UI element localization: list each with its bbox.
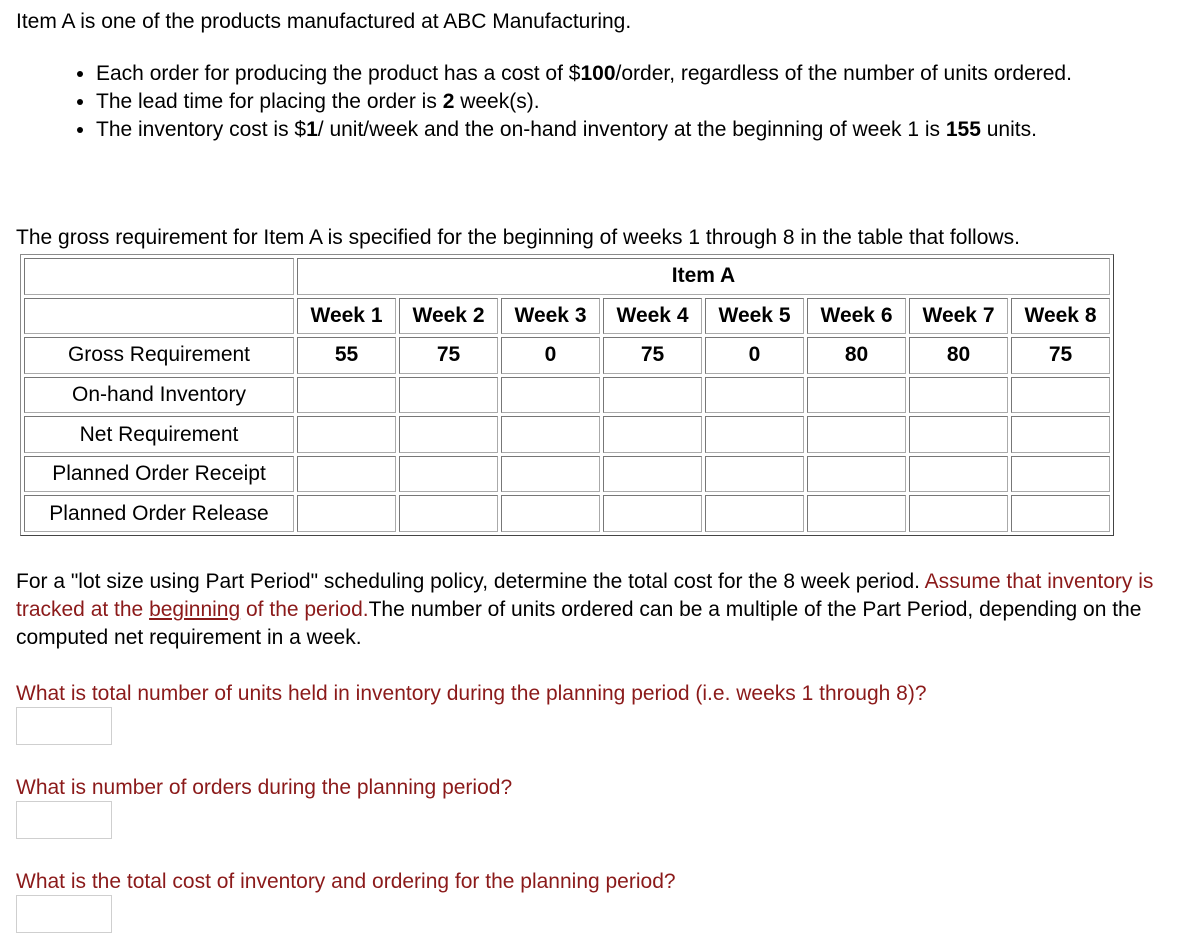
week-header: Week 6 bbox=[807, 298, 906, 335]
net-requirement-cell[interactable] bbox=[603, 416, 702, 453]
problem-bullets bbox=[54, 60, 1126, 144]
planned-order-receipt-cell[interactable] bbox=[603, 456, 702, 493]
corner-cell bbox=[24, 258, 294, 295]
net-requirement-cell[interactable] bbox=[909, 416, 1008, 453]
gross-requirement-cell: 75 bbox=[399, 337, 498, 374]
item-header: Item A bbox=[297, 258, 1110, 295]
planned-order-receipt-cell[interactable] bbox=[1011, 456, 1110, 493]
net-requirement-cell[interactable] bbox=[501, 416, 600, 453]
answer-total-units-held-input[interactable] bbox=[16, 707, 112, 745]
gross-requirement-intro: The gross requirement for Item A is specified for the beginning of weeks 1 through 8 in the table that follows. bbox=[16, 226, 1020, 249]
intro-text: Item A is one of the products manufactured at ABC Manufacturing. bbox=[16, 10, 632, 33]
gross-requirement-cell: 80 bbox=[807, 337, 906, 374]
on-hand-inventory-cell[interactable] bbox=[603, 377, 702, 414]
gross-requirement-cell: 80 bbox=[909, 337, 1008, 374]
net-requirement-cell[interactable] bbox=[297, 416, 396, 453]
week-header: Week 4 bbox=[603, 298, 702, 335]
week-header: Week 7 bbox=[909, 298, 1008, 335]
gross-requirement-cell: 0 bbox=[501, 337, 600, 374]
question-total-cost: What is the total cost of inventory and ordering for the planning period? bbox=[16, 870, 676, 893]
answer-number-of-orders-input[interactable] bbox=[16, 801, 112, 839]
planned-order-receipt-cell[interactable] bbox=[705, 456, 804, 493]
on-hand-inventory-cell[interactable] bbox=[501, 377, 600, 414]
row-label: On-hand Inventory bbox=[24, 377, 294, 414]
row-label: Net Requirement bbox=[24, 416, 294, 453]
bullet-inventory-cost: • The inventory cost is $1/ unit/week and the on-hand inventory at the beginning of week 1 is 155 units. bbox=[96, 116, 1126, 144]
week-header: Week 8 bbox=[1011, 298, 1110, 335]
gross-requirement-cell: 75 bbox=[1011, 337, 1110, 374]
bullet-order-cost: • Each order for producing the product has a cost of $100/order, regardless of the number of units ordered. bbox=[96, 60, 1126, 88]
mrp-table bbox=[20, 254, 1114, 536]
planned-order-release-cell[interactable] bbox=[705, 495, 804, 532]
bullet-lead-time: • The lead time for placing the order is 2 week(s). bbox=[96, 88, 1126, 116]
planned-order-release-cell[interactable] bbox=[807, 495, 906, 532]
net-requirement-cell[interactable] bbox=[399, 416, 498, 453]
on-hand-inventory-cell[interactable] bbox=[297, 377, 396, 414]
net-requirement-cell[interactable] bbox=[705, 416, 804, 453]
week-header: Week 3 bbox=[501, 298, 600, 335]
planned-order-release-cell[interactable] bbox=[603, 495, 702, 532]
net-requirement-cell[interactable] bbox=[807, 416, 906, 453]
planned-order-release-cell[interactable] bbox=[909, 495, 1008, 532]
gross-requirement-cell: 55 bbox=[297, 337, 396, 374]
on-hand-inventory-cell[interactable] bbox=[1011, 377, 1110, 414]
net-requirement-row bbox=[24, 416, 1110, 453]
week-header: Week 5 bbox=[705, 298, 804, 335]
planned-order-receipt-cell[interactable] bbox=[807, 456, 906, 493]
planned-order-receipt-cell[interactable] bbox=[909, 456, 1008, 493]
planned-order-receipt-row bbox=[24, 456, 1110, 493]
item-header-row bbox=[24, 258, 1110, 295]
planned-order-release-cell[interactable] bbox=[1011, 495, 1110, 532]
planned-order-release-cell[interactable] bbox=[501, 495, 600, 532]
planned-order-receipt-cell[interactable] bbox=[297, 456, 396, 493]
gross-requirement-cell: 0 bbox=[705, 337, 804, 374]
gross-requirement-row bbox=[24, 337, 1110, 374]
planned-order-release-cell[interactable] bbox=[399, 495, 498, 532]
lot-size-instructions: For a "lot size using Part Period" scheduling policy, determine the total cost for the 8 week period. Assume that inventory is tracked at the beginning of the period.The number of units ordered can be a multiple of the Part Period, depending on the computed net requirement in a week. bbox=[16, 570, 1154, 649]
on-hand-inventory-row bbox=[24, 377, 1110, 414]
on-hand-inventory-cell[interactable] bbox=[399, 377, 498, 414]
question-total-units-held: What is total number of units held in inventory during the planning period (i.e. weeks 1 through 8)? bbox=[16, 682, 927, 705]
planned-order-receipt-cell[interactable] bbox=[399, 456, 498, 493]
week-header: Week 1 bbox=[297, 298, 396, 335]
corner-cell bbox=[24, 298, 294, 335]
on-hand-inventory-cell[interactable] bbox=[909, 377, 1008, 414]
row-label: Gross Requirement bbox=[24, 337, 294, 374]
question-number-of-orders: What is number of orders during the planning period? bbox=[16, 776, 513, 799]
row-label: Planned Order Receipt bbox=[24, 456, 294, 493]
week-header-row bbox=[24, 298, 1110, 335]
planned-order-release-cell[interactable] bbox=[297, 495, 396, 532]
planned-order-receipt-cell[interactable] bbox=[501, 456, 600, 493]
answer-total-cost-input[interactable] bbox=[16, 895, 112, 933]
net-requirement-cell[interactable] bbox=[1011, 416, 1110, 453]
on-hand-inventory-cell[interactable] bbox=[705, 377, 804, 414]
gross-requirement-cell: 75 bbox=[603, 337, 702, 374]
row-label: Planned Order Release bbox=[24, 495, 294, 532]
on-hand-inventory-cell[interactable] bbox=[807, 377, 906, 414]
week-header: Week 2 bbox=[399, 298, 498, 335]
planned-order-release-row bbox=[24, 495, 1110, 532]
